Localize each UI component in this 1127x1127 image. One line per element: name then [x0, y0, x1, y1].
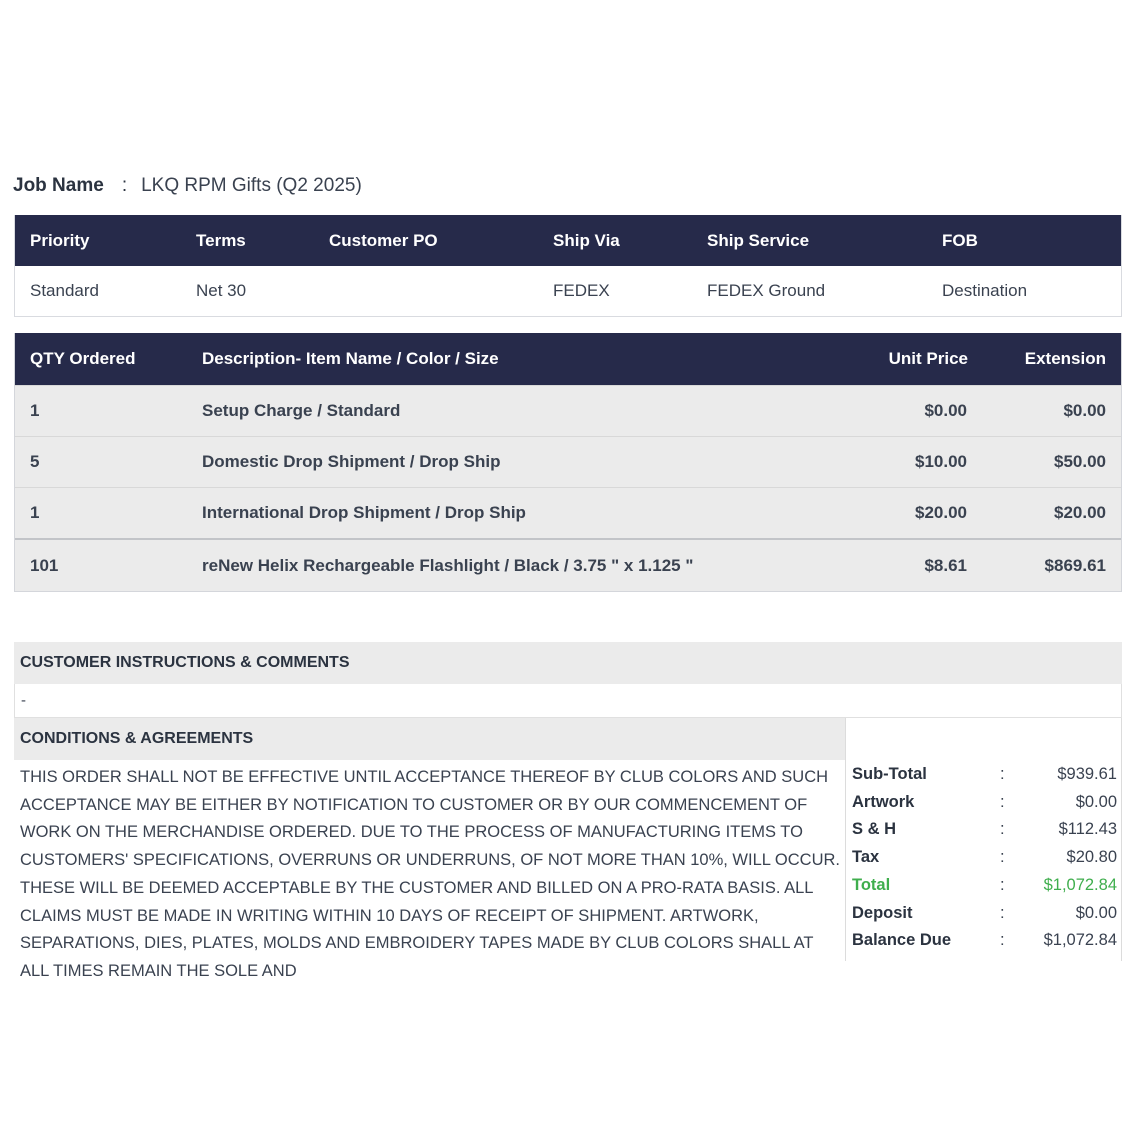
- job-name-label: Job Name: [13, 175, 104, 196]
- item-extension: $20.00: [1054, 503, 1106, 522]
- total-row-total: [846, 872, 1123, 899]
- shipping-values-row: [15, 266, 1121, 316]
- item-extension: $869.61: [1044, 555, 1106, 575]
- header-ship-via: Ship Via: [553, 230, 620, 250]
- item-unit-price: $10.00: [915, 452, 967, 471]
- item-unit-price: $20.00: [915, 503, 967, 522]
- item-qty: 5: [30, 452, 40, 471]
- total-row-deposit: [846, 900, 1123, 927]
- item-extension: $50.00: [1054, 452, 1106, 471]
- total-value: $0.00: [1075, 903, 1117, 922]
- total-colon: :: [1000, 875, 1005, 894]
- job-name-line: [13, 172, 362, 200]
- shipping-table: [14, 215, 1122, 317]
- header-customer-po: Customer PO: [329, 230, 438, 250]
- job-name-colon: :: [121, 175, 128, 196]
- table-row: [15, 385, 1121, 436]
- value-fob: Destination: [942, 281, 1028, 300]
- total-row-balance-due: [846, 927, 1123, 954]
- total-value: $939.61: [1057, 765, 1117, 783]
- shipping-header-row: [15, 215, 1121, 266]
- header-unit-price: Unit Price: [888, 349, 968, 368]
- item-qty: 1: [30, 503, 40, 522]
- table-row: [15, 487, 1121, 538]
- total-label: S & H: [852, 820, 897, 839]
- totals-panel: [845, 718, 1122, 961]
- total-colon: :: [1000, 903, 1005, 922]
- conditions-section-title: CONDITIONS & AGREEMENTS: [14, 718, 846, 760]
- value-terms: Net 30: [196, 281, 247, 300]
- item-qty: 101: [30, 555, 59, 575]
- item-description: Setup Charge / Standard: [202, 401, 401, 420]
- item-unit-price: $8.61: [924, 555, 967, 575]
- total-value: $112.43: [1058, 820, 1117, 839]
- comments-body: -: [14, 684, 1122, 718]
- value-priority: Standard: [30, 281, 99, 300]
- header-description: Description- Item Name / Color / Size: [202, 349, 499, 368]
- total-value: $1,072.84: [1043, 875, 1117, 894]
- item-qty: 1: [30, 401, 40, 420]
- total-label: Balance Due: [852, 931, 952, 950]
- total-label: Artwork: [852, 792, 915, 811]
- total-colon: :: [1000, 765, 1005, 783]
- total-row-artwork: [846, 789, 1123, 816]
- job-name-value: LKQ RPM Gifts (Q2 2025): [141, 175, 362, 196]
- table-row: [15, 538, 1121, 591]
- comments-section-title: CUSTOMER INSTRUCTIONS & COMMENTS: [14, 642, 1122, 684]
- total-value: $20.80: [1066, 848, 1117, 867]
- header-extension: Extension: [1024, 349, 1106, 368]
- total-label: Tax: [852, 848, 880, 867]
- conditions-text: THIS ORDER SHALL NOT BE EFFECTIVE UNTIL ACCEPTANCE THEREOF BY CLUB COLORS AND SUCH ACCEPTANCE MAY BE EITHER BY NOTIFICATION TO CUSTOMER OR BY OUR COMMENCEMENT OF WORK ON THE MERCHANDISE ORDERED. DUE TO THE PROCESS OF MANUFACTURING ITEMS TO CUSTOMERS' SPECIFICATIONS, OVERRUNS OR UNDERRUNS, OF NOT MORE THAN 10%, WILL OCCUR. THESE WILL BE DEEMED ACCEPTABLE BY THE CUSTOMER AND BILLED ON A PRO-RATA BASIS. ALL CLAIMS MUST BE MADE IN WRITING WITHIN 10 DAYS OF RECEIPT OF SHIPMENT. ARTWORK, SEPARATIONS, DIES, PLATES, MOLDS AND EMBROIDERY TAPES MADE BY CLUB COLORS SHALL AT ALL TIMES REMAIN THE SOLE AND: [20, 768, 840, 980]
- item-description: International Drop Shipment / Drop Ship: [202, 503, 526, 522]
- total-colon: :: [1000, 848, 1005, 867]
- header-fob: FOB: [942, 230, 978, 250]
- total-row-subtotal: [846, 761, 1123, 788]
- value-ship-service: FEDEX Ground: [707, 281, 826, 300]
- total-label: Deposit: [852, 903, 913, 922]
- total-colon: :: [1000, 820, 1005, 839]
- total-value: $1,072.84: [1043, 931, 1117, 950]
- total-row-tax: [846, 844, 1123, 871]
- items-header-row: [15, 333, 1121, 385]
- total-row-shipping-handling: [846, 816, 1123, 843]
- header-terms: Terms: [196, 230, 246, 250]
- total-value: $0.00: [1075, 792, 1117, 811]
- total-label: Total: [852, 875, 891, 894]
- header-ship-service: Ship Service: [707, 230, 810, 250]
- items-table: [14, 333, 1122, 592]
- header-priority: Priority: [30, 230, 90, 250]
- total-label: Sub-Total: [852, 765, 927, 783]
- item-description: reNew Helix Rechargeable Flashlight / Black / 3.75 " x 1.125 ": [202, 555, 694, 575]
- header-qty: QTY Ordered: [30, 349, 136, 368]
- value-ship-via: FEDEX: [553, 281, 610, 300]
- item-description: Domestic Drop Shipment / Drop Ship: [202, 452, 501, 471]
- total-colon: :: [1000, 931, 1005, 950]
- item-extension: $0.00: [1063, 401, 1106, 420]
- total-colon: :: [1000, 792, 1005, 811]
- table-row: [15, 436, 1121, 487]
- item-unit-price: $0.00: [924, 401, 967, 420]
